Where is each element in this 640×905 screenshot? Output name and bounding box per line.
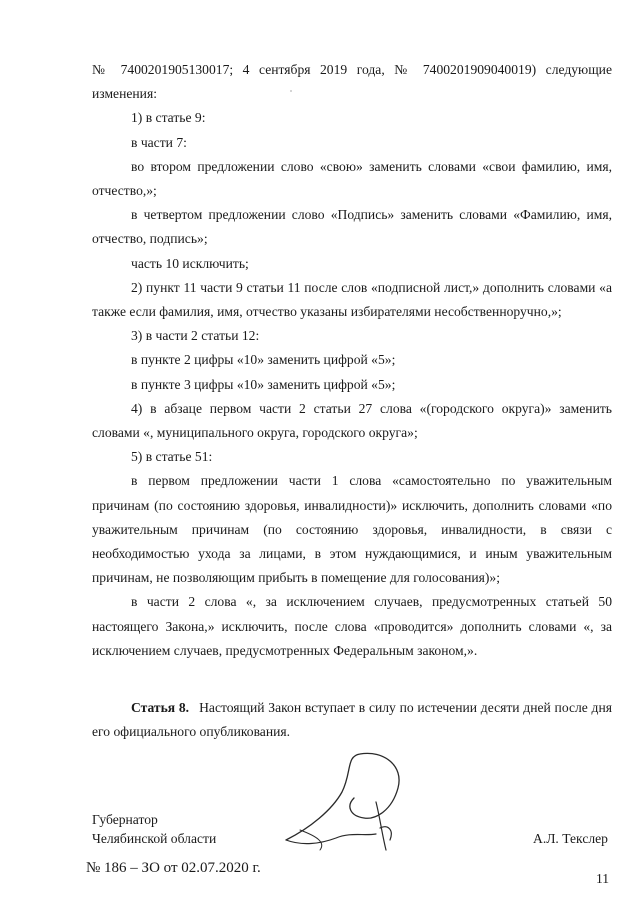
amendments-text bbox=[92, 58, 612, 663]
paragraph: во втором предложении слово «свою» заменить словами «свои фамилию, имя, отчество,»; bbox=[92, 158, 612, 199]
page-number: 11 bbox=[596, 871, 610, 886]
paragraph: в части 2 слова «, за исключением случаев, предусмотренных статьей 50 настоящего Закона,» исключить, после слова «проводится» дополнить словами «, за исключением случаев, предусмотренных Федеральным законом,». bbox=[92, 594, 612, 658]
law-number: № 186 – ЗО от 02.07.2020 г. bbox=[86, 860, 261, 876]
paragraph: в пункте 3 цифры «10» заменить цифрой «5»; bbox=[131, 376, 396, 392]
signatory-name: А.Л. Текслер bbox=[533, 831, 608, 846]
paragraph: в пункте 2 цифры «10» заменить цифрой «5»; bbox=[131, 352, 396, 368]
paragraph: в четвертом предложении слово «Подпись» заменить словами «Фамилию, имя, отчество, подпись»; bbox=[92, 207, 612, 247]
signatory-title-line-1: Губернатор bbox=[92, 812, 158, 827]
paragraph: № 7400201905130017; 4 сентября 2019 года, № 7400201909040019) следующие изменения: bbox=[92, 62, 612, 102]
paragraph: 2) пункт 11 части 9 статьи 11 после слов «подписной лист,» дополнить словами «а также если фамилия, имя, отчество указаны избирателями несобственноручно,»; bbox=[92, 279, 612, 320]
signatory-title bbox=[92, 810, 216, 848]
paragraph: 1) в статье 9: bbox=[131, 110, 206, 126]
paragraph: 4) в абзаце первом части 2 статьи 27 слова «(городского округа)» заменить словами «, муниципального округа, городского округа»; bbox=[92, 400, 612, 441]
article-8-paragraph bbox=[92, 696, 612, 744]
paragraph: в первом предложении части 1 слова «самостоятельно по уважительным причинам (по состоянию здоровья, инвалидности)» исключить, дополнить словами «по уважительным причинам (по состоянию здоровья, инвалидности, в связи с необходимостью ухода за лицами, в этом нуждающимися, и иным уважительным причинам, не позволяющим прибыть в помещение для голосования)»; bbox=[92, 473, 612, 586]
paragraph: в части 7: bbox=[131, 134, 187, 150]
article-8-label: Статья 8. bbox=[131, 700, 190, 715]
signatory-title-line-2: Челябинской области bbox=[92, 831, 217, 846]
paragraph: 5) в статье 51: bbox=[131, 449, 213, 465]
handwritten-signature bbox=[280, 748, 420, 858]
paragraph: 3) в части 2 статьи 12: bbox=[131, 328, 260, 344]
article-8-text: Настоящий Закон вступает в силу по истечении десяти дней после дня его официального опубликования. bbox=[92, 700, 612, 740]
paragraph: часть 10 исключить; bbox=[131, 255, 249, 271]
